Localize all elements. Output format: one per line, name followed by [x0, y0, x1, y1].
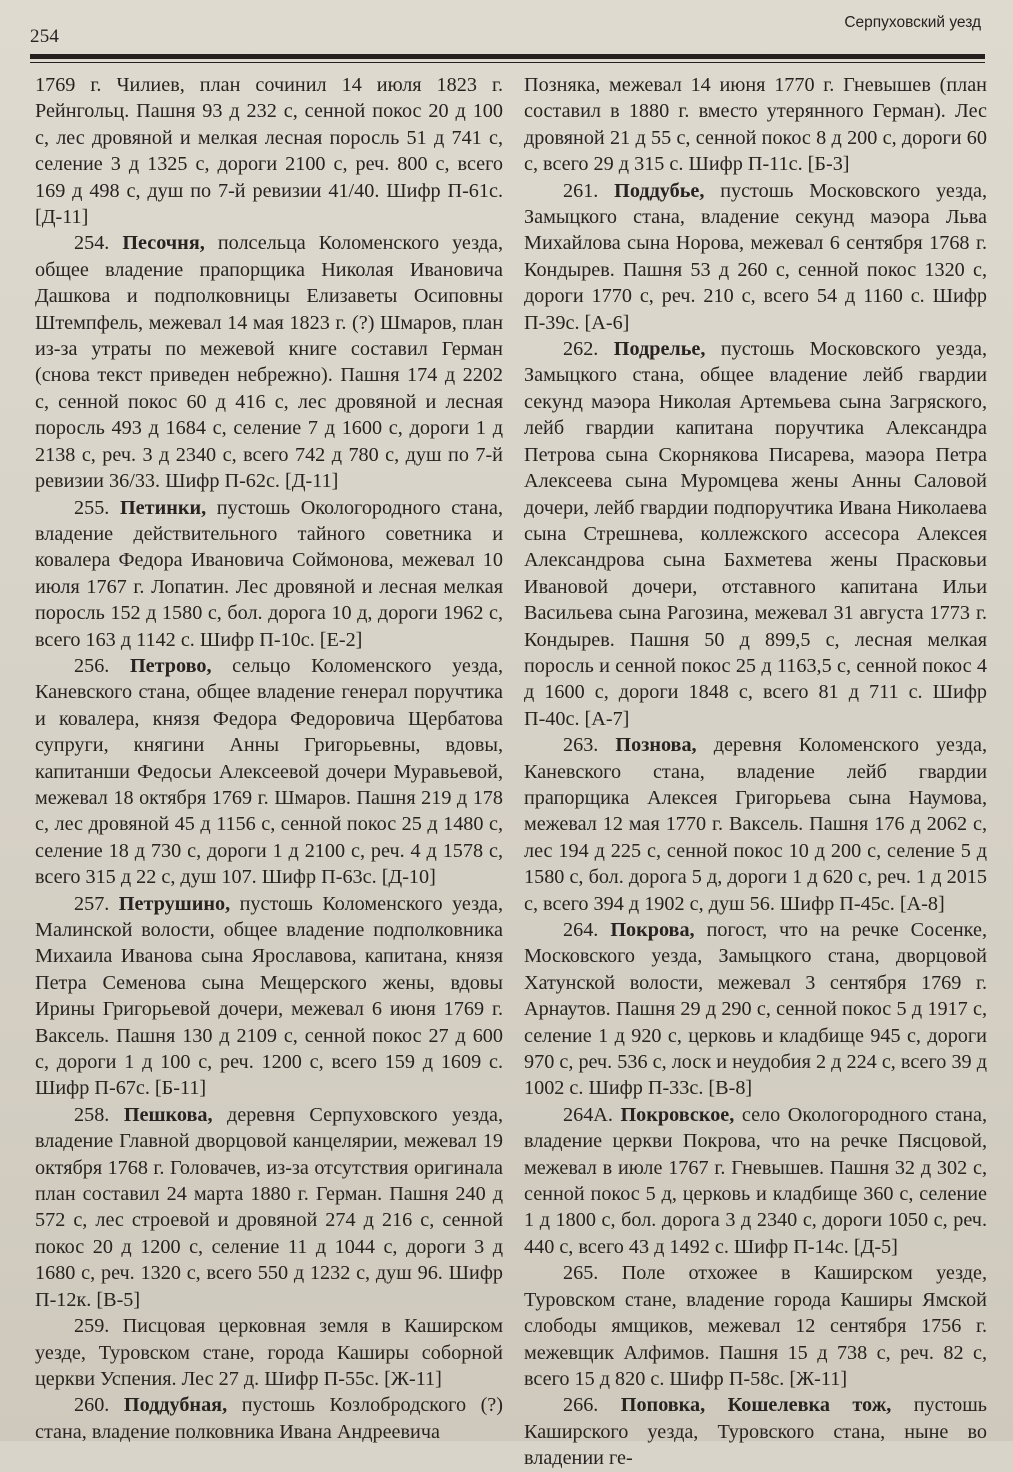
- entry-text: Писцовая церковная земля в Каширском уезде, Туровском стане, города Каширы соборной церкви Успения. Лес 27 д. Шифр П-55с. [Ж-11]: [35, 1315, 503, 1390]
- running-title: Серпуховский уезд: [844, 14, 981, 31]
- entry-paragraph: [35, 653, 503, 891]
- entry-paragraph: [524, 732, 987, 917]
- entry-name: Поддубная,: [123, 1394, 228, 1417]
- continuation-paragraph: Позняка, межевал 14 июня 1770 г. Гневышев (план составил в 1880 г. вместо утерянного Герман). Лес дровяной 21 д 55 с, сенной покос 8 д 200 с, дороги 60 с, всего 29 д 315 с. Шифр П-11с. [Б-3]: [524, 74, 987, 176]
- entry-number: 264.: [563, 919, 599, 941]
- entry-text: деревня Серпуховского уезда, владение Главной дворцовой канцелярии, межевал 19 октября 1768 г. Головачев, из-за отсутствия оригинала план составил 24 марта 1880 г. Герман. Пашня 240 д 572 с, лес строевой и дровяной 274 д 216 с, сенной покос 20 д 1200 с, селение 11 д 1044 с, дороги 3 д 1680 с, реч. 1320 с, всего 550 д 1232 с, душ 96. Шифр П-12к. [В-5]: [35, 1103, 504, 1311]
- entry-paragraph: [35, 1392, 503, 1445]
- entry-text: пустошь Каширского уезда, Туровского стана, ныне во владении ге-: [524, 1394, 987, 1470]
- entry-name: Познова,: [615, 734, 697, 757]
- entry-paragraph: [524, 178, 987, 336]
- page-number: 254: [30, 26, 60, 47]
- entry-name: Петрово,: [129, 654, 212, 677]
- right-column: [524, 72, 988, 1470]
- entry-text: сельцо Коломенского уезда, Каневского стана, общее владение генерал поручтика и ковалера, князя Федора Федоровича Щербатова супруги, княгини Анны Григорьевны, вдовы, капитанши Федосьи Алексеевой дочери Муравьевой, межевал 18 октября 1769 г. Шмаров. Пашня 219 д 178 с, лес дровяной 45 д 1156 с, сенной покос 25 д 1480 с, селение 18 д 730 с, дороги 1 д 2100 с, реч. 4 д 1578 с, всего 315 д 22 с, душ 107. Шифр П-63с. [Д-10]: [35, 654, 504, 889]
- entry-paragraph: [35, 495, 503, 653]
- entry-number: 257.: [74, 892, 110, 915]
- entry-text: пустошь Московского уезда, Замыцкого стана, общее владение лейб гвардии секунд маэора Николая Артемьева сына Загряского, лейб гвардии капитана поручтика Александра Петрова сына Скорнякова Писарева, маэора Петра Алексеева сына Муромцева жены Анны Саловой дочери, лейб гвардии подпоручтика Ивана Николаева сына Стрешнева, коллежского ассесора Алексея Александрова сына Бахметева жены Прасковьи Ивановой дочери, отставного капитана Ильи Васильева сына Рагозина, межевал 31 августа 1773 г. Кондырев. Пашня 50 д 899,5 с, лесная мелкая поросль и сенной покос 25 д 1163,5 с, сенной покос 4 д 1600 с, дороги 1848 с, всего 81 д 711 с. Шифр П-40с. [А-7]: [524, 338, 988, 730]
- entry-name: Петрушино,: [118, 892, 231, 915]
- entry-name: Покровское,: [620, 1103, 735, 1126]
- entry-text: погост, что на речке Сосенке, Московского уезда, Замыцкого стана, дворцовой Хатунской волости, межевал 3 сентября 1769 г. Арнаутов. Пашня 29 д 290 с, сенной покос 5 д 1917 с, селение 1 д 920 с, церковь и кладбище 945 с, дороги 970 с, реч. 536 с, лоск и неудобия 2 д 224 с, всего 39 д 1002 с. Шифр П-33с. [В-8]: [524, 919, 987, 1100]
- entry-number: 265.: [563, 1262, 599, 1285]
- entry-text: полсельца Коломенского уезда, общее владение прапорщика Николая Ивановича Дашкова и подполковницы Елизаветы Осиповны Штемпфель, межевал 14 мая 1823 г. (?) Шмаров, план из-за утраты по межевой книге составил Герман (снова текст приведен небрежно). Пашня 174 д 2202 с, сенной покос 60 д 416 с, лес дровяной и лесная поросль 493 д 1684 с, селение 7 д 1600 с, дороги 1 д 2138 с, реч. 3 д 2340 с, всего 742 д 780 с, душ по 7-й ревизии 36/33. Шифр П-62с. [Д-11]: [35, 232, 504, 493]
- entry-name: Подрелье,: [613, 338, 706, 361]
- entry-number: 254.: [74, 232, 110, 255]
- entry-paragraph: [524, 1260, 987, 1392]
- entry-number: 260.: [74, 1394, 110, 1417]
- entry-paragraph: [524, 1102, 987, 1260]
- entry-text: деревня Коломенского уезда, Каневского стана, владение лейб гвардии прапорщика Алексея Григорьева сына Наумова, межевал 12 мая 1770 г. Ваксель. Пашня 176 д 2062 с, лес 194 д 225 с, сенной покос 10 д 200 с, селение 5 д 1580 с, бол. дорога 5 д, дороги 1 д 620 с, реч. 1 д 2015 с, всего 394 д 1902 с, душ 56. Шифр П-45с. [А-8]: [524, 734, 988, 915]
- entry-text: пустошь Московского уезда, Замыцкого стана, владение секунд маэора Льва Михайлова сына Норова, межевал 6 сентября 1768 г. Кондырев. Пашня 53 д 260 с, сенной покос 1320 с, дороги 1770 с, реч. 210 с, всего 54 д 1160 с. Шифр П-39с. [А-6]: [524, 179, 988, 334]
- entry-number: 258.: [74, 1103, 110, 1126]
- entry-name: Поповка, Кошелевка тож,: [620, 1394, 892, 1417]
- continuation-paragraph: 1769 г. Чилиев, план сочинил 14 июля 1823 г. Рейнгольц. Пашня 93 д 232 с, сенной покос 20 д 100 с, лес дровяной и мелкая лесная поросль 51 д 741 с, селение 3 д 1325 с, дороги 2100 с, реч. 800 с, всего 169 д 498 с, душ по 7-й ревизии 41/40. Шифр П-61с. [Д-11]: [35, 74, 503, 229]
- entry-number: 266.: [563, 1394, 599, 1417]
- entry-name: Поддубье,: [614, 179, 705, 202]
- entry-number: 255.: [74, 496, 110, 519]
- entry-paragraph: [524, 336, 987, 732]
- entry-paragraph: [35, 1102, 503, 1313]
- entry-number: 262.: [563, 338, 599, 361]
- entry-number: 263.: [563, 734, 599, 757]
- entry-text: Поле отхожее в Каширском уезде, Туровском стане, владение города Каширы Ямской слободы ямщиков, межевал 12 сентября 1756 г. межевщик Алфимов. Пашня 15 д 738 с, реч. 82 с, всего 15 д 820 с. Шифр П-58с. [Ж-11]: [524, 1262, 988, 1390]
- entry-text: пустошь Коломенского уезда, Малинской волости, общее владение подполковника Михаила Иванова сына Ярославова, капитана, князя Петра Семенова сына Мещерского жены, вдовы Ирины Григорьевой дочери, межевал 6 июня 1769 г. Ваксель. Пашня 130 д 2109 с, сенной покос 27 д 600 с, дороги 1 д 100 с, реч. 1200 с, всего 159 д 1609 с. Шифр П-67с. [Б-11]: [35, 892, 504, 1100]
- entry-number: 259.: [74, 1315, 110, 1338]
- entry-text: пустошь Окологородного стана, владение действительного тайного советника и ковалера Федора Ивановича Соймонова, межевал 10 июля 1767 г. Лопатин. Лес дровяной и лесная мелкая поросль 152 д 1580 с, бол. дорога 10 д, дороги 1962 с, всего 163 д 1142 с. Шифр П-10с. [Е-2]: [35, 496, 504, 651]
- header-rule-thick: [30, 54, 985, 59]
- entry-name: Покрова,: [610, 919, 695, 941]
- entry-paragraph: [35, 1313, 503, 1392]
- header-rule-thin: [30, 62, 985, 63]
- entry-number: 256.: [74, 654, 110, 677]
- entry-paragraph: [524, 1392, 987, 1471]
- entry-name: Песочня,: [122, 232, 205, 255]
- entry-text: село Окологородного стана, владение церкви Покрова, что на речке Пясцовой, межевал в июле 1767 г. Гневышев. Пашня 32 д 302 с, сенной покос 5 д, церковь и кладбище 360 с, селение 1 д 1800 с, бол. дорога 3 д 2340 с, дороги 1050 с, реч. 440 с, всего 43 д 1492 с. Шифр П-14с. [Д-5]: [524, 1103, 987, 1258]
- entry-text: пустошь Козлобродского (?) стана, владение полковника Ивана Андреевича: [35, 1394, 503, 1443]
- entry-name: Петинки,: [119, 496, 207, 519]
- entry-paragraph: [524, 917, 987, 1102]
- entry-paragraph: [35, 230, 503, 494]
- page-header: [0, 14, 1013, 54]
- entry-number: 264А.: [563, 1103, 613, 1126]
- left-column: [35, 72, 504, 1443]
- entry-paragraph: [35, 891, 503, 1102]
- entry-name: Пешкова,: [123, 1103, 213, 1126]
- entry-number: 261.: [563, 179, 599, 202]
